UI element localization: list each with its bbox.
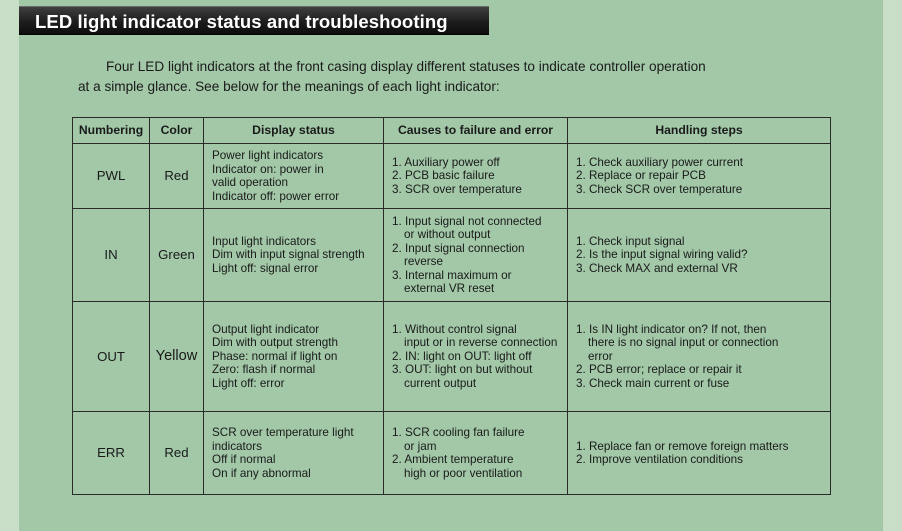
status-line: SCR over temperature light (212, 426, 354, 439)
cell-numbering: PWL (73, 144, 150, 209)
status-line: On if any abnormal (212, 466, 311, 480)
status-line: Dim with output strength (212, 336, 339, 350)
status-line: Indicator on: power in (212, 162, 324, 176)
cause-line: high or poor ventilation (404, 466, 523, 480)
status-line: Phase: normal if light on (212, 349, 338, 363)
cell-handling-steps (568, 412, 831, 495)
cause-line: or jam (404, 439, 437, 453)
cause-line: 1. Without control signal (392, 322, 517, 336)
cause-line: or without output (404, 228, 491, 241)
cell-causes (384, 302, 568, 412)
cell-numbering: OUT (73, 302, 150, 412)
header-numbering: Numbering (73, 118, 150, 144)
cause-line: 1. SCR cooling fan failure (392, 426, 525, 439)
status-line: Light off: error (212, 376, 285, 390)
step-line: 2. Is the input signal wiring valid? (576, 248, 748, 262)
cause-line: 2. Ambient temperature (392, 453, 514, 466)
cell-handling-steps (568, 144, 831, 209)
status-line: valid operation (212, 176, 289, 189)
header-color: Color (150, 118, 204, 144)
cell-color: Yellow (150, 302, 204, 412)
status-line: indicators (212, 439, 263, 453)
step-line: 3. Check SCR over temperature (576, 182, 743, 196)
section-title: LED light indicator status and troubleshooting (35, 11, 448, 32)
status-line: Zero: flash if normal (212, 363, 316, 377)
table-row (73, 302, 831, 412)
status-line: Light off: signal error (212, 261, 319, 275)
cause-line: reverse (404, 255, 443, 268)
header-handling-steps: Handling steps (568, 118, 831, 144)
section-title-bar (19, 6, 489, 35)
step-line: 1. Is IN light indicator on? If not, then (576, 322, 767, 336)
status-line: Input light indicators (212, 234, 316, 248)
intro-paragraph (78, 57, 808, 97)
cell-color: Green (150, 209, 204, 302)
led-status-table (72, 117, 831, 495)
header-display-status: Display status (204, 118, 384, 144)
status-line: Power light indicators (212, 149, 324, 162)
intro-line-2: at a simple glance. See below for the meanings of each light indicator: (78, 79, 500, 94)
cause-line: 3. OUT: light on but without (392, 363, 533, 377)
cell-display-status (204, 209, 384, 302)
step-line: 2. PCB error; replace or repair it (576, 363, 742, 377)
cause-line: 1. Input signal not connected (392, 214, 542, 228)
cause-line: 2. IN: light on OUT: light off (392, 349, 532, 363)
cell-display-status (204, 412, 384, 495)
cell-display-status (204, 144, 384, 209)
cause-line: 3. Internal maximum or (392, 268, 512, 282)
header-causes: Causes to failure and error (384, 118, 568, 144)
cell-handling-steps (568, 302, 831, 412)
cause-line: input or in reverse connection (404, 336, 558, 350)
cell-color: Red (150, 412, 204, 495)
intro-line-1: Four LED light indicators at the front casing display different statuses to indicate controller operation (106, 59, 706, 74)
left-margin-strip (0, 0, 19, 531)
table-header-row (73, 118, 831, 144)
cause-line: 2. PCB basic failure (392, 169, 495, 183)
step-line: 2. Replace or repair PCB (576, 169, 706, 183)
right-margin-strip (883, 0, 902, 531)
step-line: 3. Check MAX and external VR (576, 261, 738, 275)
table-row (73, 209, 831, 302)
cause-line: 2. Input signal connection (392, 241, 525, 255)
table-row (73, 144, 831, 209)
step-line: 2. Improve ventilation conditions (576, 453, 743, 466)
cell-color: Red (150, 144, 204, 209)
cause-line: current output (404, 376, 477, 390)
cell-numbering: IN (73, 209, 150, 302)
cell-numbering: ERR (73, 412, 150, 495)
cell-causes (384, 209, 568, 302)
cause-line: 1. Auxiliary power off (392, 155, 500, 169)
status-line: Off if normal (212, 453, 276, 466)
step-line: error (588, 349, 613, 363)
cause-line: external VR reset (404, 282, 495, 295)
step-line: 1. Replace fan or remove foreign matters (576, 439, 789, 453)
cell-causes (384, 144, 568, 209)
status-line: Indicator off: power error (212, 189, 340, 203)
cell-causes (384, 412, 568, 495)
cause-line: 3. SCR over temperature (392, 182, 522, 196)
status-line: Dim with input signal strength (212, 248, 365, 262)
cell-handling-steps (568, 209, 831, 302)
step-line: there is no signal input or connection (588, 336, 779, 350)
table-row (73, 412, 831, 495)
step-line: 3. Check main current or fuse (576, 376, 730, 390)
step-line: 1. Check input signal (576, 234, 685, 248)
status-line: Output light indicator (212, 322, 320, 336)
step-line: 1. Check auxiliary power current (576, 155, 743, 169)
cell-display-status (204, 302, 384, 412)
